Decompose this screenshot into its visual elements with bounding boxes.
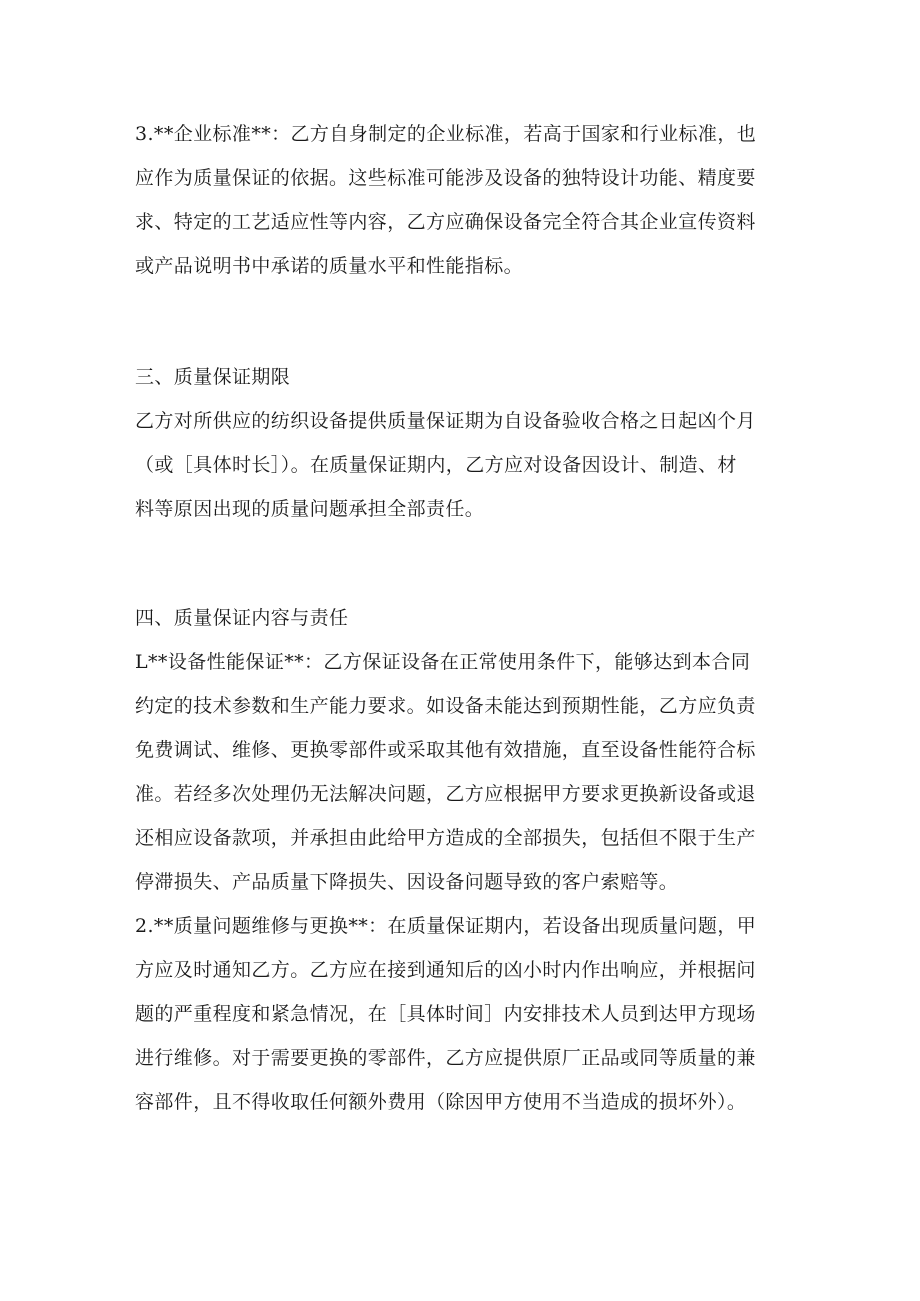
section-heading: 三、质量保证期限 [135,366,291,388]
text-line: 2.**质量问题维修与更换**：在质量保证期内，若设备出现质量问题，甲 [135,915,757,937]
text-line: 方应及时通知乙方。乙方应在接到通知后的凶小时内作出响应，并根据问 [135,959,756,981]
text-line: 或产品说明书中承诺的质量水平和性能指标。 [135,255,524,277]
text-line: 容部件，且不得收取任何额外费用（除因甲方使用不当造成的损坏外）。 [135,1091,747,1113]
text-line: 免费调试、维修、更换零部件或采取其他有效措施，直至设备性能符合标 [135,739,756,761]
paragraph-enterprise-standard [135,112,795,288]
text-line: L**设备性能保证**：乙方保证设备在正常使用条件下，能够达到本合同 [135,651,751,673]
text-line: 应作为质量保证的依据。这些标准可能涉及设备的独特设计功能、精度要 [135,167,756,189]
section-heading-warranty-period [135,355,795,399]
text-line: 停滞损失、产品质量下降损失、因设备问题导致的客户索赔等。 [135,871,679,893]
section-heading-warranty-content [135,596,795,640]
text-line: 求、特定的工艺适应性等内容，乙方应确保设备完全符合其企业宣传资料 [135,211,756,233]
text-line: 约定的技术参数和生产能力要求。如设备未能达到预期性能，乙方应负责 [135,695,756,717]
text-line: 准。若经多次处理仍无法解决问题，乙方应根据甲方要求更换新设备或退 [135,783,756,805]
text-line: 料等原因出现的质量问题承担全部责任。 [135,498,485,520]
paragraph-warranty-period [135,399,795,531]
text-line: （或［具体时长］）。在质量保证期内，乙方应对设备因设计、制造、材 [135,454,737,476]
paragraph-warranty-content [135,640,795,1124]
section-heading: 四、质量保证内容与责任 [135,607,349,629]
text-line: 还相应设备款项，并承担由此给甲方造成的全部损失，包括但不限于生产 [135,827,756,849]
text-line: 题的严重程度和紧急情况，在［具体时间］内安排技术人员到达甲方现场 [135,1003,756,1025]
text-line: 3.**企业标准**：乙方自身制定的企业标准，若高于国家和行业标准，也 [135,123,757,145]
text-line: 乙方对所供应的纺织设备提供质量保证期为自设备验收合格之日起凶个月 [135,410,756,432]
text-line: 进行维修。对于需要更换的零部件，乙方应提供原厂正品或同等质量的兼 [135,1047,756,1069]
